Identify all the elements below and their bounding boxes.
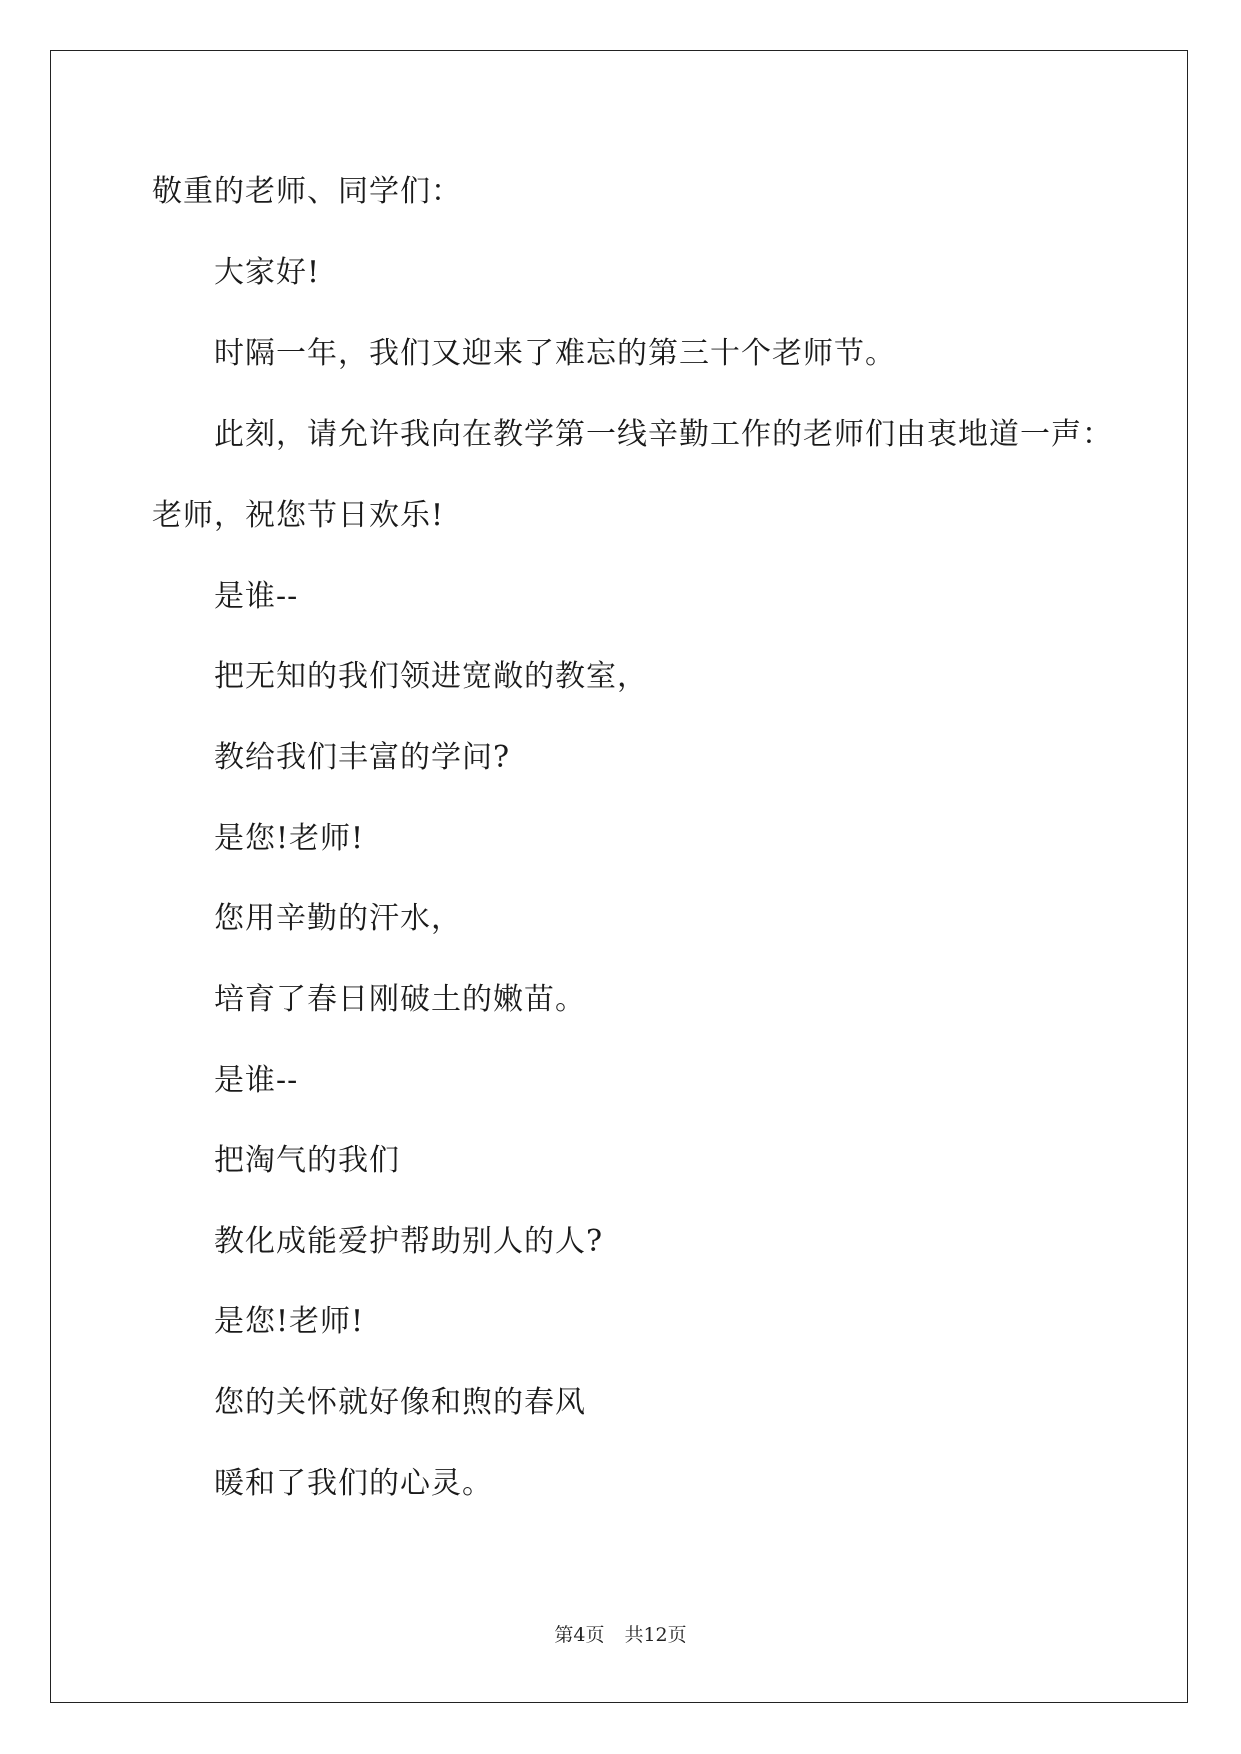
paragraph-line: 此刻，请允许我向在教学第一线辛勤工作的老师们由衷地道一声： <box>214 417 1113 452</box>
poem-line: 把无知的我们领进宽敞的教室， <box>214 659 648 694</box>
current-page-number: 第4页 <box>554 1624 605 1646</box>
salutation: 敬重的老师、同学们： <box>152 174 462 209</box>
page-footer <box>0 1622 1241 1648</box>
poem-line: 是您!老师! <box>214 1304 365 1339</box>
poem-line: 教给我们丰富的学问? <box>214 740 511 775</box>
poem-line: 把淘气的我们 <box>214 1143 400 1178</box>
poem-line: 是谁-- <box>214 579 299 614</box>
poem-line: 是您!老师! <box>214 821 365 856</box>
paragraph-line: 时隔一年，我们又迎来了难忘的第三十个老师节。 <box>214 336 896 371</box>
greeting: 大家好! <box>214 255 321 290</box>
poem-line: 教化成能爱护帮助别人的人? <box>214 1224 604 1259</box>
poem-line: 您的关怀就好像和煦的春风 <box>214 1385 586 1420</box>
paragraph-line: 老师，祝您节日欢乐! <box>152 498 445 533</box>
total-pages: 共12页 <box>624 1624 687 1646</box>
page-border <box>50 50 1188 1703</box>
poem-line: 是谁-- <box>214 1063 299 1098</box>
poem-line: 暖和了我们的心灵。 <box>214 1466 493 1501</box>
poem-line: 培育了春日刚破土的嫩苗。 <box>214 982 586 1017</box>
poem-line: 您用辛勤的汗水， <box>214 901 462 936</box>
